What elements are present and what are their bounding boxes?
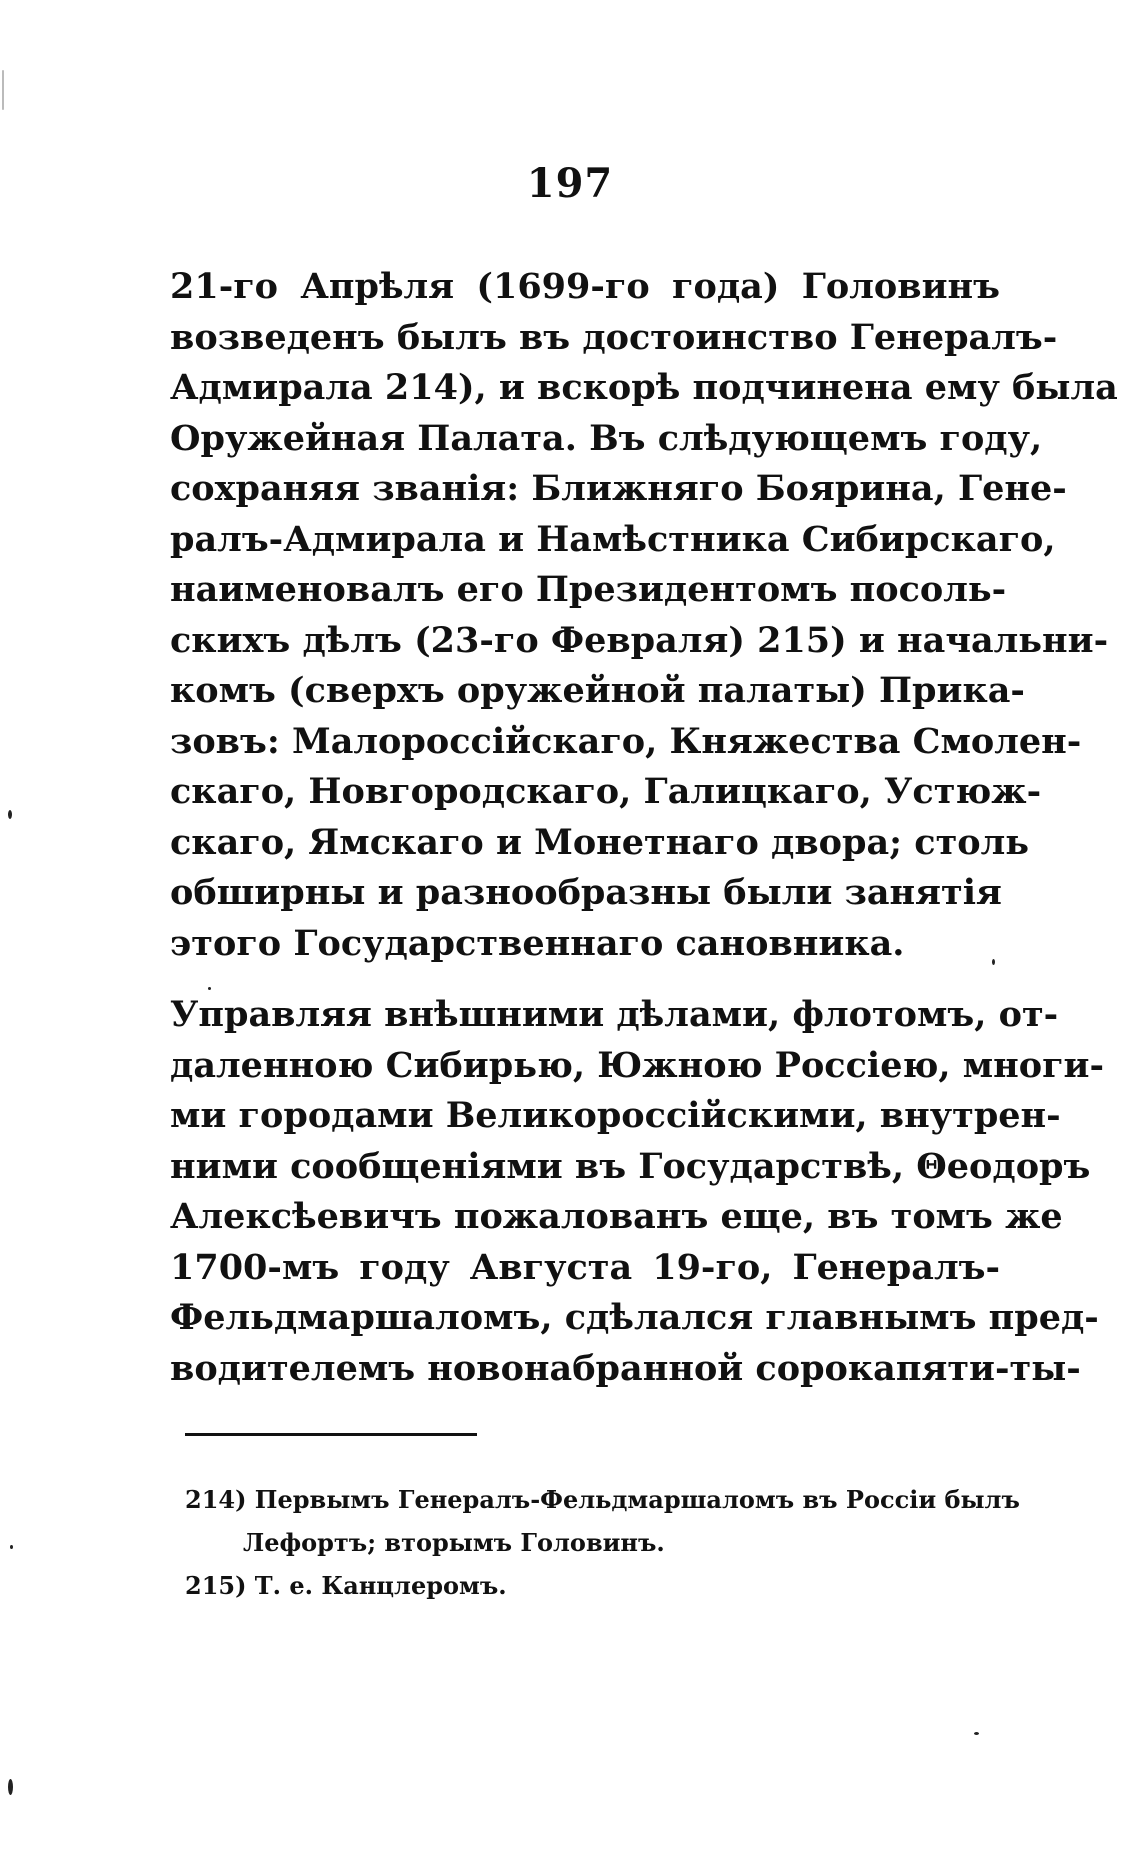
text-line: обширны и разнообразны были занятія xyxy=(170,872,1002,913)
paragraph-2 xyxy=(170,990,1105,1394)
text-line: Оружейная Палата. Въ слѣдующемъ году, xyxy=(170,417,1043,459)
footnotes xyxy=(185,1478,1020,1607)
text-line: даленною Сибирью, Южною Россіею, многи- xyxy=(170,1044,1105,1086)
scan-speck xyxy=(992,959,995,965)
scan-speck xyxy=(8,1779,13,1795)
text-line: возведенъ былъ въ достоинство Генералъ- xyxy=(170,316,1058,358)
text-line: ми городами Великороссійскими, внутрен- xyxy=(170,1095,1061,1136)
scan-speck xyxy=(974,1732,979,1735)
scan-speck xyxy=(2,70,4,110)
text-line: водителемъ новонабранной сорокапяти-ты- xyxy=(170,1347,1081,1389)
text-line: 21-го Апрѣля (1699-го года) Головинъ xyxy=(170,266,1000,307)
text-line: комъ (сверхъ оружейной палаты) Прика- xyxy=(170,670,1025,711)
scan-speck xyxy=(10,1545,13,1549)
text-line: Адмирала 214), и вскорѣ подчинена ему была xyxy=(170,367,1118,408)
text-line: скихъ дѣлъ (23-го Февраля) 215) и начальни- xyxy=(170,619,1109,661)
text-line: скаго, Ямскаго и Монетнаго двора; столь xyxy=(170,821,1030,863)
footnote-divider xyxy=(185,1433,477,1436)
paragraph-1 xyxy=(170,262,1118,969)
scan-speck xyxy=(8,810,12,819)
text-line: ралъ-Адмирала и Намѣстника Сибирскаго, xyxy=(170,518,1056,560)
footnote-215: 215) Т. е. Канцлеромъ. xyxy=(185,1571,507,1600)
text-line: Алексѣевичъ пожалованъ еще, въ томъ же xyxy=(170,1196,1063,1237)
text-line: сохраняя званія: Ближняго Боярина, Гене- xyxy=(170,468,1067,509)
footnote-214: 214) Первымъ Генералъ-Фельдмаршаломъ въ Россіи былъ xyxy=(185,1485,1020,1514)
text-line: 1700-мъ году Августа 19-го, Генералъ- xyxy=(170,1246,1000,1288)
text-line: Фельдмаршаломъ, сдѣлался главнымъ пред- xyxy=(170,1297,1099,1338)
page-number: 197 xyxy=(526,160,614,207)
text-line: зовъ: Малороссійскаго, Княжества Смолен- xyxy=(170,720,1082,762)
scan-speck xyxy=(208,987,211,990)
text-line: наименовалъ его Президентомъ посоль- xyxy=(170,569,1007,610)
footnote-214-continuation: Лефортъ; вторымъ Головинъ. xyxy=(243,1528,665,1557)
text-line: этого Государственнаго сановника. xyxy=(170,922,905,964)
text-line: Управляя внѣшними дѣлами, флотомъ, от- xyxy=(170,994,1059,1035)
text-line: скаго, Новгородскаго, Галицкаго, Устюж- xyxy=(170,771,1042,812)
text-line: ними сообщеніями въ Государствѣ, Θеодоръ xyxy=(170,1145,1091,1187)
